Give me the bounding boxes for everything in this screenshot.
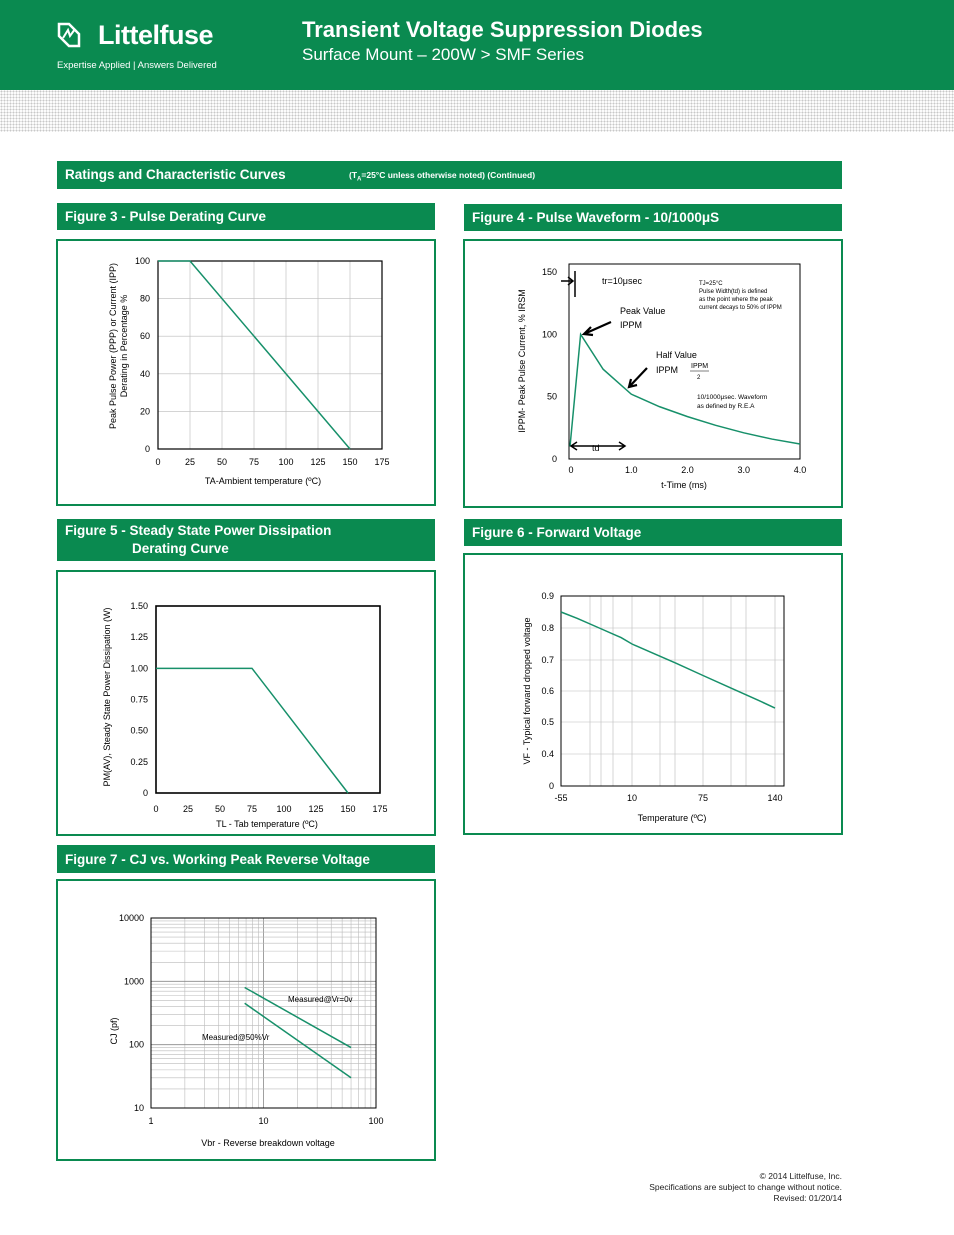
page-header bbox=[0, 0, 954, 90]
fig7-label-50: Measured@50%Vr bbox=[202, 1033, 270, 1042]
fig5-xtick: 100 bbox=[276, 804, 292, 814]
fig4-half-label: Half Value bbox=[656, 350, 697, 360]
fig4-td-label: td bbox=[592, 443, 600, 453]
fig5-xtick: 125 bbox=[308, 804, 324, 814]
fig5-ytick: 1.50 bbox=[130, 601, 148, 611]
fig4-note3: as the point where the peak bbox=[699, 297, 773, 303]
fig5-xtick: 50 bbox=[214, 804, 226, 814]
fig7-ytick: 100 bbox=[128, 1039, 144, 1050]
fig5-ytick: 1.25 bbox=[130, 632, 148, 643]
fig7-heading-bar bbox=[57, 845, 435, 873]
fig5-heading-line1: Figure 5 - Steady State Power Dissipation bbox=[65, 523, 332, 538]
fig4-peak-arrow-icon bbox=[584, 322, 611, 335]
fig4-wave-note2: as defined by R.E.A bbox=[697, 403, 755, 410]
footer-revised: Revised: 01/20/14 bbox=[773, 1193, 842, 1203]
fig3-heading: Figure 3 - Pulse Derating Curve bbox=[65, 209, 267, 224]
fig4-ylabel: IPPM- Peak Pulse Current, % IRSM bbox=[517, 289, 527, 433]
page-subtitle: Surface Mount – 200W > SMF Series bbox=[302, 45, 585, 64]
fig6-ytick: 0.5 bbox=[541, 717, 554, 727]
fig5-xtick: 75 bbox=[246, 804, 258, 814]
section-title-bar bbox=[57, 161, 842, 189]
fig4-wave-note1: 10/1000μsec. Waveform bbox=[697, 394, 768, 401]
fig5-xlabel: TL - Tab temperature (ºC) bbox=[216, 819, 318, 829]
fig3-xtick: 50 bbox=[216, 457, 228, 467]
page-title: Transient Voltage Suppression Diodes bbox=[302, 17, 703, 42]
fig6-ytick: 0.7 bbox=[541, 655, 554, 665]
fig7-xtick: 1 bbox=[148, 1116, 154, 1126]
fig4-ytick: 150 bbox=[541, 267, 557, 277]
fig3-xtick: 125 bbox=[310, 457, 326, 467]
fig4-heading: Figure 4 - Pulse Waveform - 10/1000μS bbox=[472, 210, 720, 225]
fig5-xtick: 150 bbox=[340, 804, 356, 814]
fig3-ytick: 80 bbox=[139, 293, 150, 304]
section-note: ($T_A=25^\circ C$ unless otherwise noted) (Continued) bbox=[349, 170, 536, 183]
fig3-heading-bar bbox=[57, 203, 435, 230]
fig5-curve bbox=[156, 668, 348, 793]
fig3-xlabel: TA-Ambient temperature (ºC) bbox=[204, 476, 322, 486]
fig3-xtick: 25 bbox=[184, 457, 196, 467]
fig4-half-arrow-icon bbox=[629, 368, 647, 387]
fig7-xlabel: Vbr - Reverse breakdown voltage bbox=[201, 1138, 335, 1148]
fig4-note4: current decays to 50% of IPPM bbox=[699, 305, 782, 311]
fig3-panel bbox=[56, 239, 436, 506]
fig6-chart bbox=[465, 555, 841, 833]
fig3-xtick: 100 bbox=[278, 457, 294, 467]
fig7-xtick: 100 bbox=[368, 1116, 384, 1126]
fig3-xtick: 150 bbox=[342, 457, 358, 467]
fig6-xtick: 10 bbox=[626, 793, 638, 803]
page-footer bbox=[649, 1171, 842, 1204]
fig7-xtick: 10 bbox=[258, 1116, 269, 1126]
fig3-ytick: 20 bbox=[139, 406, 150, 417]
fig4-panel bbox=[463, 239, 843, 508]
fig3-ytick: 60 bbox=[139, 331, 150, 342]
fig6-ytick: 0.8 bbox=[541, 623, 554, 633]
littelfuse-logo-icon bbox=[57, 20, 81, 50]
fig6-heading: Figure 6 - Forward Voltage bbox=[472, 525, 642, 540]
fig5-chart bbox=[58, 572, 434, 834]
fig4-peak-label: Peak Value bbox=[620, 306, 666, 316]
fig7-ytick: 10 bbox=[133, 1103, 144, 1113]
brand-name: Littelfuse bbox=[98, 20, 214, 50]
fig5-heading-line2: Derating Curve bbox=[132, 541, 229, 556]
fig4-xtick: 1.0 bbox=[624, 465, 638, 475]
fig3-ytick: 40 bbox=[139, 368, 150, 379]
fig5-ytick: 0.75 bbox=[130, 694, 148, 705]
fig5-ytick: 0 bbox=[142, 788, 148, 798]
fig3-ylabel-line2: Derating in Percentage % bbox=[119, 294, 129, 398]
fig4-ytick: 100 bbox=[541, 329, 557, 340]
fig5-ylabel: PM(AV), Steady State Power Dissipation (W) bbox=[102, 607, 112, 787]
fig4-note1: TJ=25°C bbox=[699, 281, 723, 287]
fig5-panel bbox=[56, 570, 436, 836]
fig6-xtick: -55 bbox=[554, 793, 568, 803]
footer-copyright: © 2014 Littelfuse, Inc. bbox=[759, 1171, 842, 1181]
fig3-xtick: 0 bbox=[155, 457, 161, 467]
fig4-tr-arrow-icon bbox=[561, 277, 573, 285]
fig3-xtick: 175 bbox=[374, 457, 390, 467]
section-title: Ratings and Characteristic Curves bbox=[65, 167, 286, 182]
fig5-ytick: 0.25 bbox=[130, 756, 148, 767]
fig5-xtick: 0 bbox=[153, 804, 159, 814]
fig4-xtick: 2.0 bbox=[681, 465, 694, 475]
fig3-ytick: 0 bbox=[144, 444, 150, 454]
fig5-xtick: 25 bbox=[182, 804, 194, 814]
fig3-ytick: 100 bbox=[134, 256, 150, 266]
fig7-chart bbox=[58, 881, 434, 1159]
fig6-ytick: 0.4 bbox=[541, 749, 554, 759]
footer-disclaimer: Specifications are subject to change without notice. bbox=[649, 1182, 842, 1192]
fig4-note2: Pulse Width(td) is defined bbox=[699, 289, 768, 295]
brand-tagline: Expertise Applied | Answers Delivered bbox=[57, 60, 217, 71]
fig3-xtick: 75 bbox=[248, 457, 260, 467]
fig6-ytick: 0.6 bbox=[541, 686, 554, 696]
fig6-xtick: 75 bbox=[697, 793, 709, 803]
fig7-ylabel: CJ (pf) bbox=[109, 1017, 119, 1045]
fig4-peak-ippm: IPPM bbox=[620, 320, 643, 330]
fig6-xtick: 140 bbox=[767, 793, 783, 803]
fig5-ytick: 0.50 bbox=[130, 725, 148, 736]
fig4-xtick: 0 bbox=[568, 465, 574, 475]
fig6-ylabel: VF - Typical forward dropped voltage bbox=[522, 617, 532, 765]
fig5-ytick: 1.00 bbox=[130, 663, 148, 674]
fig4-chart bbox=[465, 241, 841, 506]
fig4-xlabel: t-Time (ms) bbox=[661, 480, 707, 490]
dotted-band bbox=[0, 90, 954, 132]
fig5-heading-bar bbox=[57, 519, 435, 561]
fig6-panel bbox=[463, 553, 843, 835]
fig4-tr-label: tr=10μsec bbox=[602, 276, 642, 286]
fig7-ytick: 10000 bbox=[118, 913, 144, 923]
fig6-heading-bar bbox=[464, 519, 842, 546]
fig4-half-ippm: IPPM bbox=[656, 365, 679, 375]
fig6-ytick: 0.9 bbox=[541, 591, 554, 601]
fig7-panel bbox=[56, 879, 436, 1161]
fig4-half-frac-num: IPPM bbox=[691, 363, 709, 370]
fig7-ytick: 1000 bbox=[123, 976, 144, 987]
fig4-ytick: 0 bbox=[551, 454, 557, 464]
fig6-xlabel: Temperature (ºC) bbox=[637, 813, 707, 823]
fig6-ytick: 0 bbox=[548, 781, 554, 791]
fig5-xtick: 175 bbox=[372, 804, 388, 814]
fig3-chart bbox=[58, 241, 434, 504]
fig4-heading-bar bbox=[464, 204, 842, 231]
fig4-half-frac-den: 2 bbox=[697, 375, 701, 381]
fig4-xtick: 4.0 bbox=[793, 465, 807, 475]
fig7-label-0v: Measured@Vr=0v bbox=[288, 995, 353, 1004]
fig3-ylabel-line1: Peak Pulse Power (PPP) or Current (IPP) bbox=[108, 262, 118, 430]
fig7-heading: Figure 7 - CJ vs. Working Peak Reverse Voltage bbox=[65, 852, 370, 867]
fig4-xtick: 3.0 bbox=[737, 465, 751, 475]
fig4-ytick: 50 bbox=[546, 391, 557, 402]
